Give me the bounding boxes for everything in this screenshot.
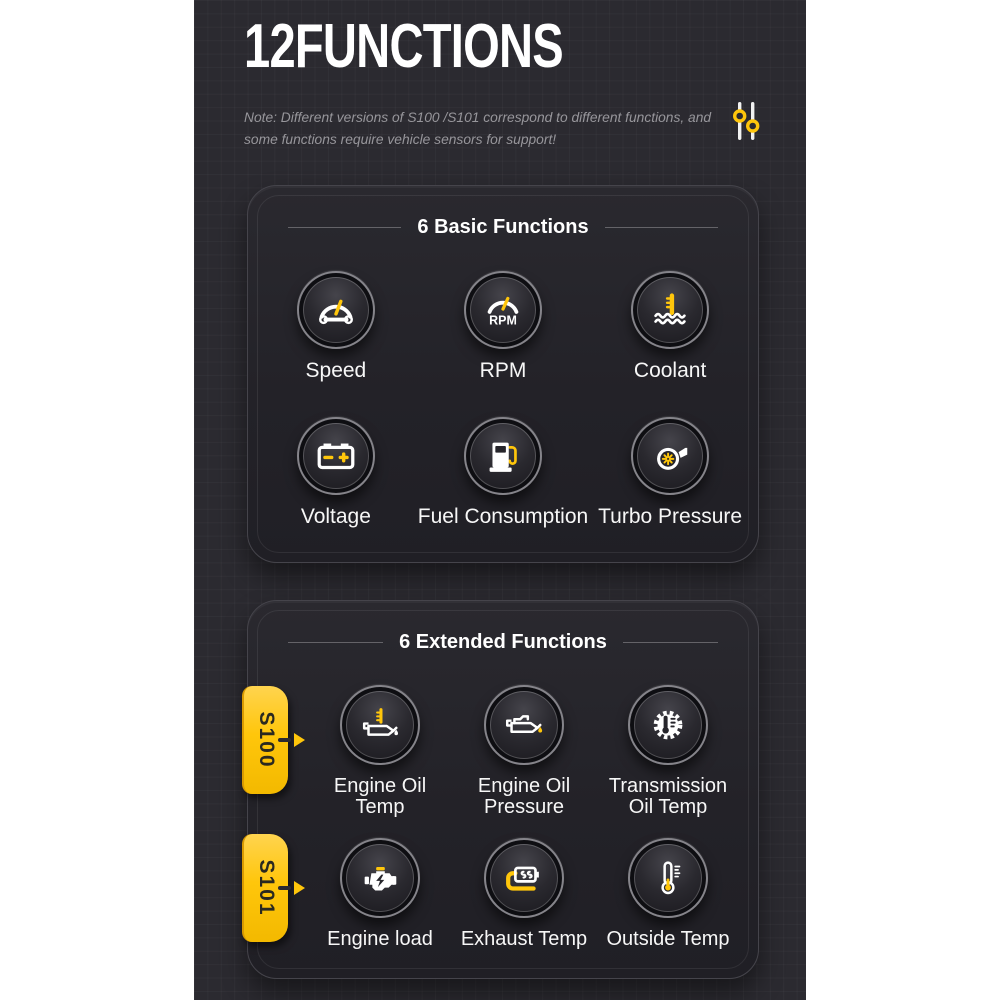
tab-notch (278, 886, 291, 890)
basic-functions-panel (247, 185, 759, 563)
function-label: Exhaust Temp (460, 928, 588, 951)
function-label: Engine load (327, 928, 433, 951)
fuel-pump-icon (480, 433, 526, 479)
tab-s101-label: S101 (255, 859, 278, 917)
function-button (297, 271, 375, 349)
function-item-coolant (588, 271, 752, 382)
engine-oil-temp-icon (357, 702, 403, 748)
function-button (484, 685, 564, 765)
transmission-oil-temp-icon (645, 702, 691, 748)
function-button (631, 417, 709, 495)
filter-sliders-icon (730, 100, 762, 142)
arrow-right-icon (294, 881, 305, 895)
engine-load-icon (357, 855, 403, 901)
function-button (464, 417, 542, 495)
function-label: Engine Oil Pressure (477, 775, 571, 819)
function-label: Outside Temp (606, 928, 730, 951)
basic-panel-title: 6 Basic Functions (417, 216, 589, 238)
function-button (340, 685, 420, 765)
note-text: Note: Different versions of S100 /S101 correspond to different functions, and some functions require vehicle sensors for support! (244, 110, 712, 148)
function-button (628, 685, 708, 765)
arrow-right-icon (294, 733, 305, 747)
divider-line (605, 227, 718, 228)
function-label: Transmission Oil Temp (608, 775, 728, 819)
tab-s100-label: S100 (255, 711, 278, 769)
svg-text:RPM: RPM (489, 313, 517, 328)
divider-line (288, 227, 401, 228)
function-item-rpm (418, 271, 588, 382)
function-label: Voltage (300, 505, 371, 529)
exhaust-temp-icon (501, 855, 547, 901)
outside-temp-icon (645, 855, 691, 901)
page-title: 12FUNCTIONS (244, 12, 563, 81)
tab-s100 (242, 686, 288, 794)
turbocharger-icon (647, 433, 693, 479)
function-button (628, 838, 708, 918)
function-item-transmission-oil-temp (596, 685, 740, 818)
tab-s101 (242, 834, 288, 942)
function-label: Engine Oil Temp (333, 775, 427, 819)
function-button (631, 271, 709, 349)
basic-panel-header (288, 216, 718, 239)
function-item-engine-load (308, 838, 452, 950)
divider-line (623, 642, 718, 643)
extended-functions-grid (308, 685, 740, 951)
divider-line (288, 642, 383, 643)
function-label: Coolant (633, 359, 707, 382)
function-button (484, 838, 564, 918)
extended-panel-title: 6 Extended Functions (399, 631, 607, 653)
function-item-engine-oil-pressure (452, 685, 596, 818)
function-item-engine-oil-temp (308, 685, 452, 818)
rpm-gauge-icon (480, 287, 526, 333)
battery-icon (313, 433, 359, 479)
function-item-outside-temp (596, 838, 740, 950)
tab-notch (278, 738, 291, 742)
function-button (297, 417, 375, 495)
extended-panel-header (288, 631, 718, 654)
basic-functions-grid (254, 271, 752, 529)
function-button (340, 838, 420, 918)
extended-functions-panel (247, 600, 759, 979)
function-item-speed (254, 271, 418, 382)
function-button (464, 271, 542, 349)
function-item-turbo-pressure (588, 417, 752, 528)
engine-oil-pressure-icon (501, 702, 547, 748)
function-label: Turbo Pressure (598, 505, 743, 529)
function-label: Fuel Consumption (417, 505, 589, 529)
function-item-exhaust-temp (452, 838, 596, 950)
coolant-temp-icon (647, 287, 693, 333)
function-item-fuel-consumption (418, 417, 588, 528)
function-label: RPM (479, 359, 527, 382)
content-column (194, 0, 806, 1000)
speedometer-icon (313, 287, 359, 333)
function-item-voltage (254, 417, 418, 528)
function-label: Speed (305, 359, 367, 382)
